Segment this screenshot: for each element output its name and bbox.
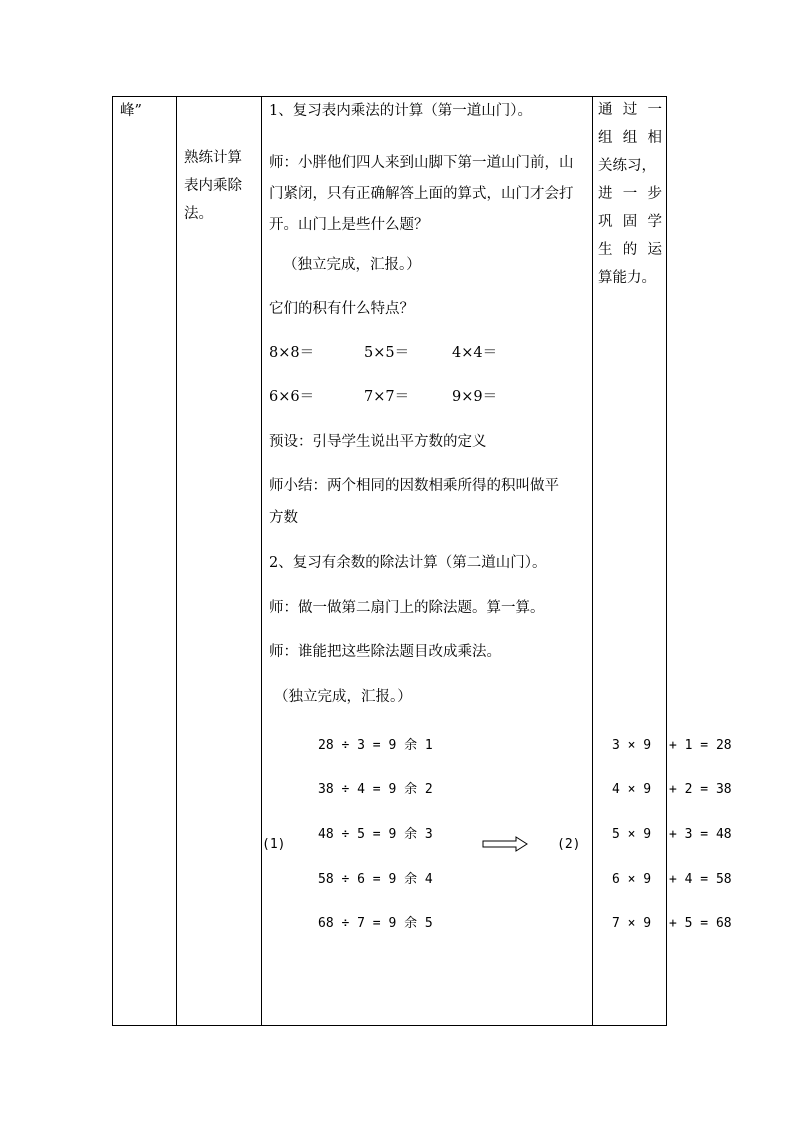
teacher-intro-text: 师：小胖他们四人来到山脚下第一道山门前，山门紧闭，只有正确解答上面的算式，山门才会打开。山门上是些什么题？ xyxy=(269,155,574,233)
division-equation: 48 ÷ 5 = 9 余 3 xyxy=(318,827,433,842)
activity2-text: （独立完成，汇报。） xyxy=(274,689,412,705)
mult-expr: 9×9＝ xyxy=(452,389,498,405)
col2-goal-text: 熟练计算表内乘除法。 xyxy=(184,150,242,222)
division-equation: 68 ÷ 7 = 9 余 5 xyxy=(318,916,433,931)
multiplication-left: 3 × 9 xyxy=(612,738,652,753)
purpose-char: 步 xyxy=(647,186,662,202)
summary-line-2: 方数 xyxy=(269,510,298,526)
table-bottom-border xyxy=(112,1025,667,1026)
multiplication-left: 4 × 9 xyxy=(612,782,652,797)
multiplication-right: + 5 = 68 xyxy=(669,916,732,931)
multiplication-right: + 4 = 58 xyxy=(669,872,732,887)
group-label-2: (2) xyxy=(557,837,581,852)
col4-purpose-text xyxy=(598,96,662,292)
multiplication-right: + 2 = 38 xyxy=(669,782,732,797)
group-label-1: (1) xyxy=(262,837,286,852)
purpose-char: 组 xyxy=(622,130,638,146)
purpose-char: 一 xyxy=(647,102,662,118)
mult-expr: 7×7＝ xyxy=(364,389,410,405)
division-equation: 58 ÷ 6 = 9 余 4 xyxy=(318,872,433,887)
table-border-4 xyxy=(592,96,593,1026)
preset-text: 预设：引导学生说出平方数的定义 xyxy=(269,434,487,450)
item2-heading: 2、复习有余数的除法计算（第二道山门）。 xyxy=(269,555,547,571)
col1-text: 峰” xyxy=(120,103,142,119)
purpose-char: 组 xyxy=(598,130,613,146)
purpose-char: 学 xyxy=(647,214,662,230)
mult-expr: 4×4＝ xyxy=(452,345,498,361)
purpose-char: 固 xyxy=(622,214,638,230)
purpose-line xyxy=(598,152,662,180)
division-equation: 38 ÷ 4 = 9 余 2 xyxy=(318,782,433,797)
summary-line-1: 师小结：两个相同的因数相乘所得的积叫做平 xyxy=(269,478,559,494)
purpose-char: 一 xyxy=(622,186,638,202)
table-border-1 xyxy=(112,96,113,1026)
division-equation: 28 ÷ 3 = 9 余 1 xyxy=(318,738,433,753)
multiplication-left: 6 × 9 xyxy=(612,872,652,887)
purpose-line xyxy=(598,264,662,292)
right-arrow-icon xyxy=(482,836,528,856)
table-top-border xyxy=(112,96,667,97)
item1-heading: 1、复习表内乘法的计算（第一道山门）。 xyxy=(269,103,532,119)
purpose-char: 运 xyxy=(647,242,662,258)
multiplication-left: 5 × 9 xyxy=(612,827,652,842)
purpose-char: 生 xyxy=(598,242,613,258)
multiplication-right: + 3 = 48 xyxy=(669,827,732,842)
purpose-text: 关练习， xyxy=(598,158,656,174)
activity1-text: （独立完成，汇报。） xyxy=(283,257,421,273)
mult-expr: 8×8＝ xyxy=(269,345,315,361)
teacher3-text: 师：谁能把这些除法题目改成乘法。 xyxy=(269,644,501,660)
table-border-2 xyxy=(176,96,177,1026)
purpose-char: 进 xyxy=(598,186,613,202)
purpose-char: 通 xyxy=(598,102,613,118)
multiplication-right: + 1 = 28 xyxy=(669,738,732,753)
purpose-text: 算能力。 xyxy=(598,270,656,286)
table-border-5 xyxy=(666,96,667,1026)
purpose-line xyxy=(598,180,662,208)
table-border-3 xyxy=(261,96,262,1026)
purpose-line xyxy=(598,236,662,264)
mult-expr: 6×6＝ xyxy=(269,389,315,405)
mult-expr: 5×5＝ xyxy=(364,345,410,361)
question1-text: 它们的积有什么特点？ xyxy=(269,301,414,317)
purpose-line xyxy=(598,96,662,124)
purpose-char: 巩 xyxy=(598,214,613,230)
purpose-char: 过 xyxy=(622,102,638,118)
purpose-line xyxy=(598,124,662,152)
teacher2-text: 师：做一做第二扇门上的除法题。算一算。 xyxy=(269,600,545,616)
purpose-line xyxy=(598,208,662,236)
purpose-char: 相 xyxy=(647,130,662,146)
purpose-char: 的 xyxy=(622,242,638,258)
multiplication-left: 7 × 9 xyxy=(612,916,652,931)
